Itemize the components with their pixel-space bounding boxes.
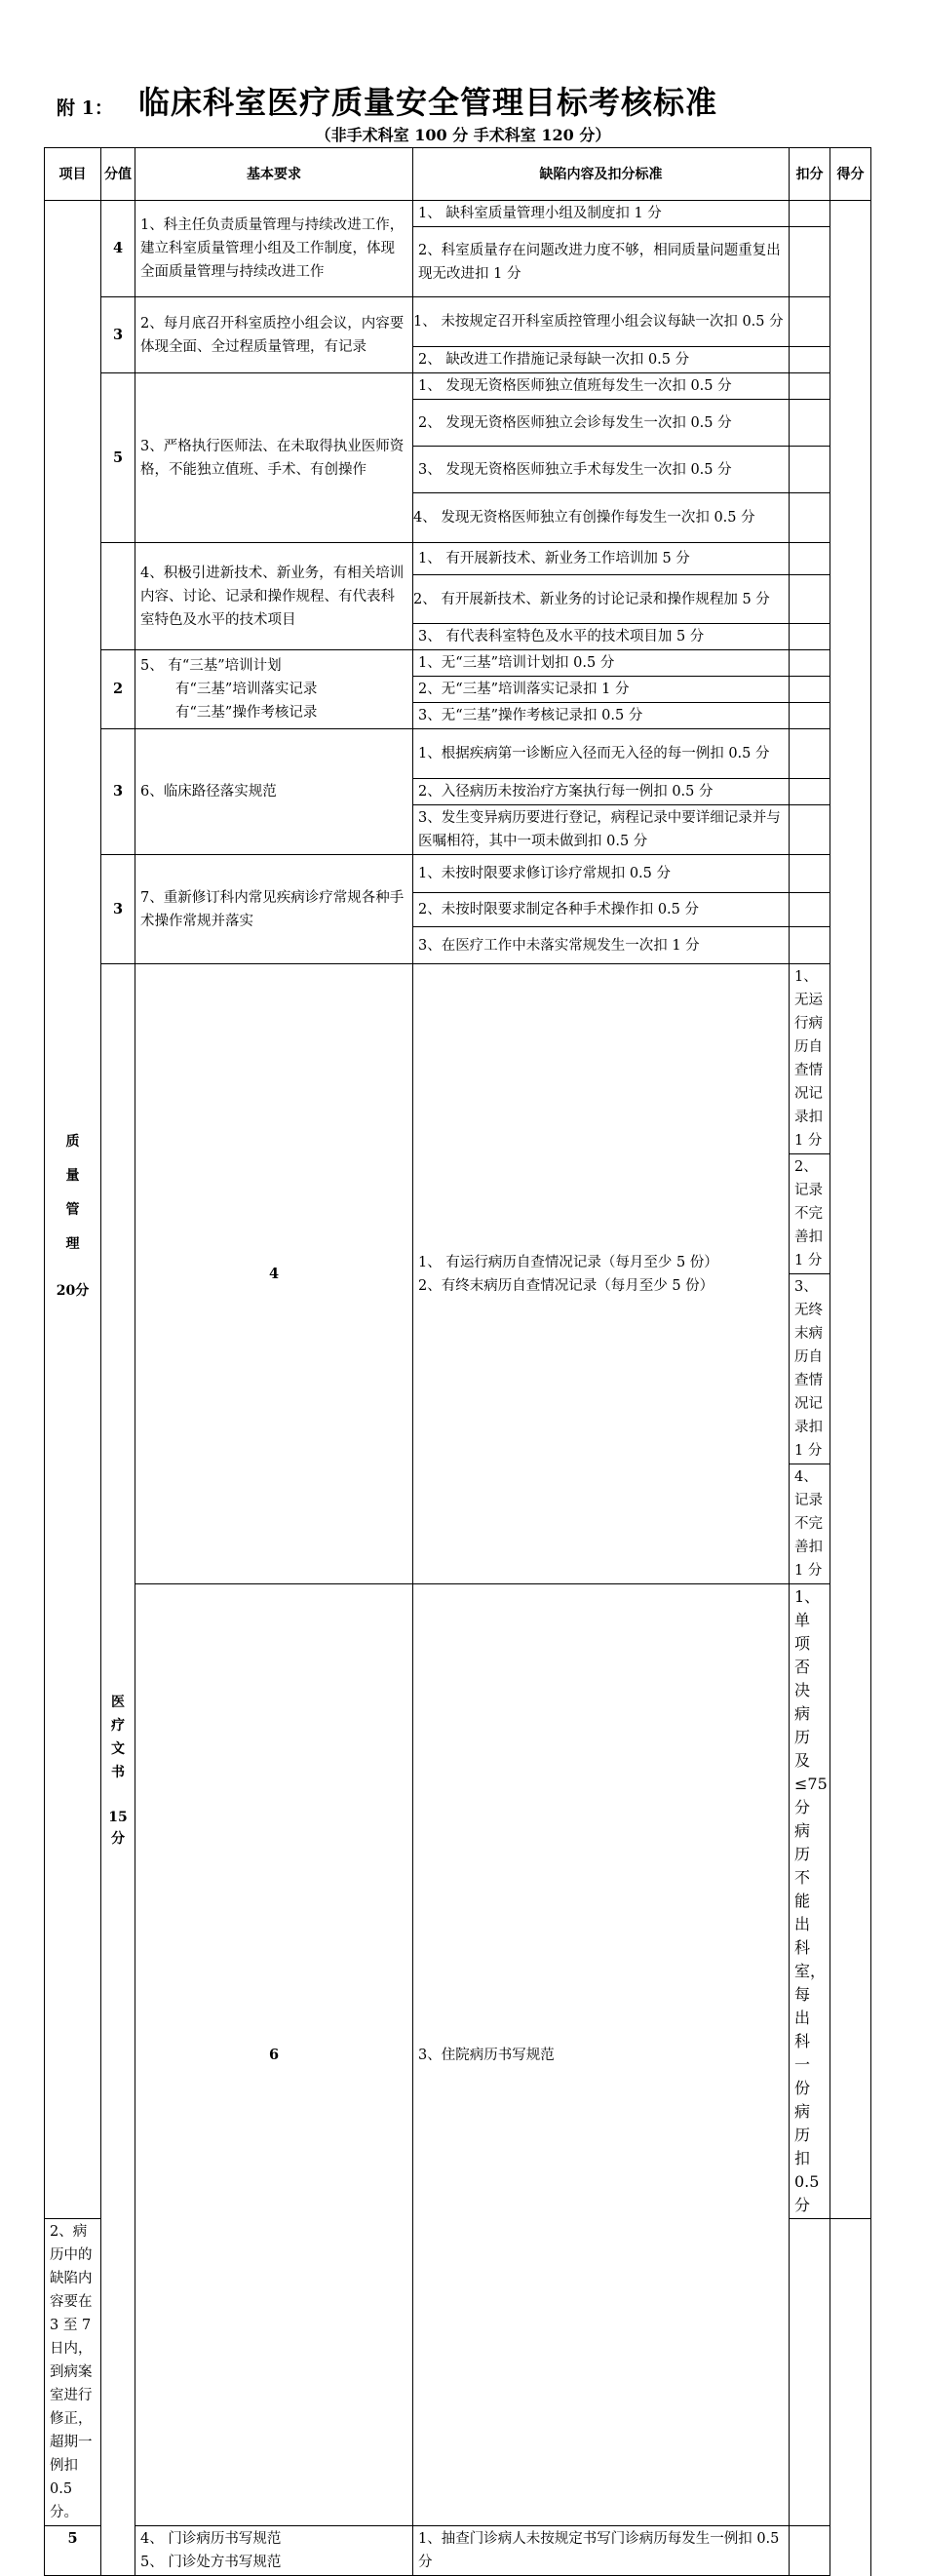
header-requirement: 基本要求 [135,148,413,201]
deduction-cell: 1、抽查门诊病人未按规定书写门诊病历每发生一例扣 0.5 分 [413,2526,790,2576]
requirement-line: 4、 门诊病历书写规范 [140,2531,282,2547]
category-cell [45,201,101,2219]
deduction-cell: 2、 发现无资格医师独立会诊每发生一次扣 0.5 分 [413,400,790,447]
requirement-cell: 6、临床路径落实规范 [135,729,413,855]
deduction-cell: 3、无“三基”操作考核记录扣 0.5 分 [413,703,790,729]
deduction-cell: 1、根据疾病第一诊断应入径而无入径的每一例扣 0.5 分 [413,729,790,779]
header-row [45,148,871,201]
points-cell: 4 [135,964,413,1584]
deduction-cell: 1、 有开展新技术、新业务工作培训加 5 分 [413,543,790,575]
deducted-cell [790,297,830,347]
deduction-cell: 1、 未按规定召开科室质控管理小组会议每缺一次扣 0.5 分 [413,297,790,347]
deducted-cell [790,650,830,677]
deduction-cell: 1、未按时限要求修订诊疗常规扣 0.5 分 [413,855,790,893]
requirement-line: 有“三基”培训落实记录 [175,682,318,697]
requirement-cell: 3、严格执行医师法、在未取得执业医师资格，不能独立值班、手术、有创操作 [135,373,413,543]
table-row [45,964,871,1154]
document-title-row [49,76,877,125]
category-char: 医 [111,1695,125,1710]
requirement-cell: 7、重新修订科内常见疾病诊疗常规各种手术操作常规并落实 [135,855,413,964]
points-cell: 5 [45,2526,101,2576]
deduction-cell: 3、在医疗工作中未落实常规发生一次扣 1 分 [413,927,790,964]
requirement-cell [135,650,413,729]
deduction-cell: 3、 有代表科室特色及水平的技术项目加 5 分 [413,624,790,650]
deducted-cell [790,227,830,297]
category-char: 疗 [111,1718,125,1734]
table-row [45,729,871,779]
deducted-cell [790,624,830,650]
deducted-cell [790,805,830,855]
deducted-cell [790,201,830,227]
category-score: 20分 [56,1282,90,1299]
deduction-cell: 2、记录不完善扣 1 分 [790,1154,830,1274]
points-cell: 2 [101,650,135,729]
points-cell: 3 [101,297,135,373]
points-cell: 3 [101,855,135,964]
requirement-line: 有“三基”操作考核记录 [175,705,318,721]
deduction-cell: 1、 缺科室质量管理小组及制度扣 1 分 [413,201,790,227]
deduction-cell: 2、未按时限要求制定各种手术操作扣 0.5 分 [413,893,790,927]
points-cell: 4 [101,201,135,297]
deducted-cell [790,543,830,575]
deduction-cell: 2、 缺改进工作措施记录每缺一次扣 0.5 分 [413,347,790,373]
deducted-cell [790,855,830,893]
assessment-table [44,147,871,2576]
deducted-cell [790,373,830,400]
points-cell: 6 [135,1584,413,2526]
table-row [45,2526,871,2576]
category-char: 管 [65,1201,80,1218]
deducted-cell [790,400,830,447]
deducted-cell [790,447,830,493]
deducted-cell [790,2219,830,2526]
table-row [45,543,871,575]
deduction-cell: 2、病历中的缺陷内容要在 3 至 7 日内，到病案室进行修正，超期一例扣 0.5 分。 [45,2219,101,2526]
requirement-cell: 3、住院病历书写规范 [413,1584,790,2526]
header-item: 项目 [45,148,101,201]
header-deducted: 扣分 [790,148,830,201]
table-row [45,1584,871,2219]
points-cell: 5 [101,373,135,543]
deduction-cell: 3、 发现无资格医师独立手术每发生一次扣 0.5 分 [413,447,790,493]
deducted-cell [790,493,830,543]
table-row [45,373,871,400]
page-title: 临床科室医疗质量安全管理目标考核标准 [138,84,718,121]
header-score: 得分 [830,148,871,201]
deduction-cell: 1、无运行病历自查情况记录扣 1 分 [790,964,830,1154]
deduction-cell: 4、 发现无资格医师独立有创操作每发生一次扣 0.5 分 [413,493,790,543]
table-row [45,650,871,677]
deducted-cell [790,575,830,624]
requirement-cell [135,2526,413,2576]
requirement-line: 2、有终末病历自查情况记录（每月至少 5 份） [418,1277,714,1294]
points-cell: 3 [101,729,135,855]
deducted-cell [790,927,830,964]
category-char: 质 [65,1133,80,1150]
deducted-cell [790,779,830,805]
category-char: 书 [111,1765,125,1780]
score-cell [830,201,871,2219]
deducted-cell [790,703,830,729]
table-row [45,855,871,893]
requirement-line: 5、 有“三基”培训计划 [140,658,282,674]
header-deduction: 缺陷内容及扣分标准 [413,148,790,201]
requirement-cell: 4、积极引进新技术、新业务，有相关培训内容、讨论、记录和操作规程、有代表科室特色及水平的技术项目 [135,543,413,650]
deducted-cell [790,2526,830,2576]
header-points: 分值 [101,148,135,201]
deducted-cell [790,677,830,703]
deduction-cell: 3、无终末病历自查情况记录扣 1 分 [790,1274,830,1464]
requirement-cell: 2、每月底召开科室质控小组会议，内容要体现全面、全过程质量管理，有记录 [135,297,413,373]
requirement-cell [413,964,790,1584]
page-subtitle: （非手术科室 100 分 手术科室 120 分） [315,126,611,144]
requirement-line: 1、 有运行病历自查情况记录（每月至少 5 份） [418,1254,718,1270]
deduction-cell: 1、单项否决病历及≤75 分病历不能出科室，每出科一份病历扣 0.5 分 [790,1584,830,2219]
deducted-cell [790,893,830,927]
requirement-line: 5、 门诊处方书写规范 [140,2555,282,2570]
attachment-label: 附 1： [57,98,113,119]
requirement-cell: 1、科主任负责质量管理与持续改进工作，建立科室质量管理小组及工作制度，体现全面质量管理与持续改进工作 [135,201,413,297]
deduction-cell: 4、记录不完善扣 1 分 [790,1464,830,1584]
table-row [45,201,871,227]
deduction-cell: 1、 发现无资格医师独立值班每发生一次扣 0.5 分 [413,373,790,400]
deduction-cell: 1、无“三基”培训计划扣 0.5 分 [413,650,790,677]
category-char: 量 [65,1167,80,1184]
deduction-cell: 2、入径病历未按治疗方案执行每一例扣 0.5 分 [413,779,790,805]
points-cell [101,543,135,650]
category-char: 文 [111,1741,125,1757]
table-row [45,297,871,347]
deducted-cell [790,729,830,779]
deducted-cell [790,347,830,373]
category-score: 15分 [108,1810,128,1847]
deduction-cell: 2、科室质量存在问题改进力度不够，相同质量问题重复出现无改进扣 1 分 [413,227,790,297]
deduction-cell: 3、发生变异病历要进行登记，病程记录中要详细记录并与医嘱相符，其中一项未做到扣 0.5 分 [413,805,790,855]
category-char: 理 [65,1235,80,1252]
deduction-cell: 2、无“三基”培训落实记录扣 1 分 [413,677,790,703]
category-cell [101,964,135,2576]
deduction-cell: 2、 有开展新技术、新业务的讨论记录和操作规程加 5 分 [413,575,790,624]
